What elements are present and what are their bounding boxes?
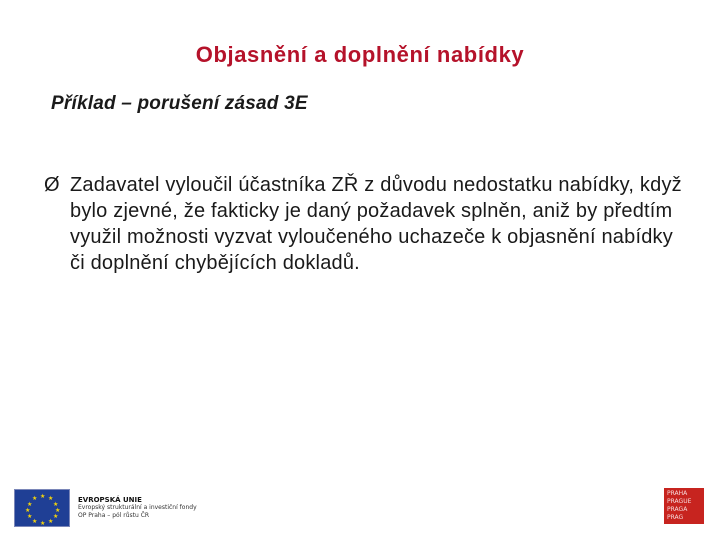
slide-title: Objasnění a doplnění nabídky [195, 42, 525, 67]
slide-title-container [0, 42, 720, 68]
eu-title: EVROPSKÁ UNIE [78, 496, 142, 504]
praha-logo: PRAHA PRAGUE PRAGA PRAG [664, 488, 704, 524]
eu-line-2: OP Praha – pól růstu ČR [78, 512, 150, 519]
eu-line-1: Evropský strukturální a investiční fondy [78, 504, 197, 511]
eu-flag-icon: ★ ★ ★ ★ ★ ★ ★ ★ ★ ★ ★ ★ [14, 489, 70, 527]
bullet-arrow-icon: Ø [44, 174, 60, 196]
bullet-item [44, 172, 684, 276]
eu-text-block [78, 496, 218, 520]
slide-subtitle: Příklad – porušení zásad 3E [51, 93, 308, 114]
bullet-text: Zadavatel vyloučil účastníka ZŘ z důvodu nedostatku nabídky, když bylo zjevné, že fakticky je daný požadavek splněn, aniž by předtím využil možnosti vyzvat vyloučeného uchazeče k objasnění nabídky či doplnění chybějících dokladů. [70, 174, 682, 274]
eu-logo-block [14, 488, 218, 528]
